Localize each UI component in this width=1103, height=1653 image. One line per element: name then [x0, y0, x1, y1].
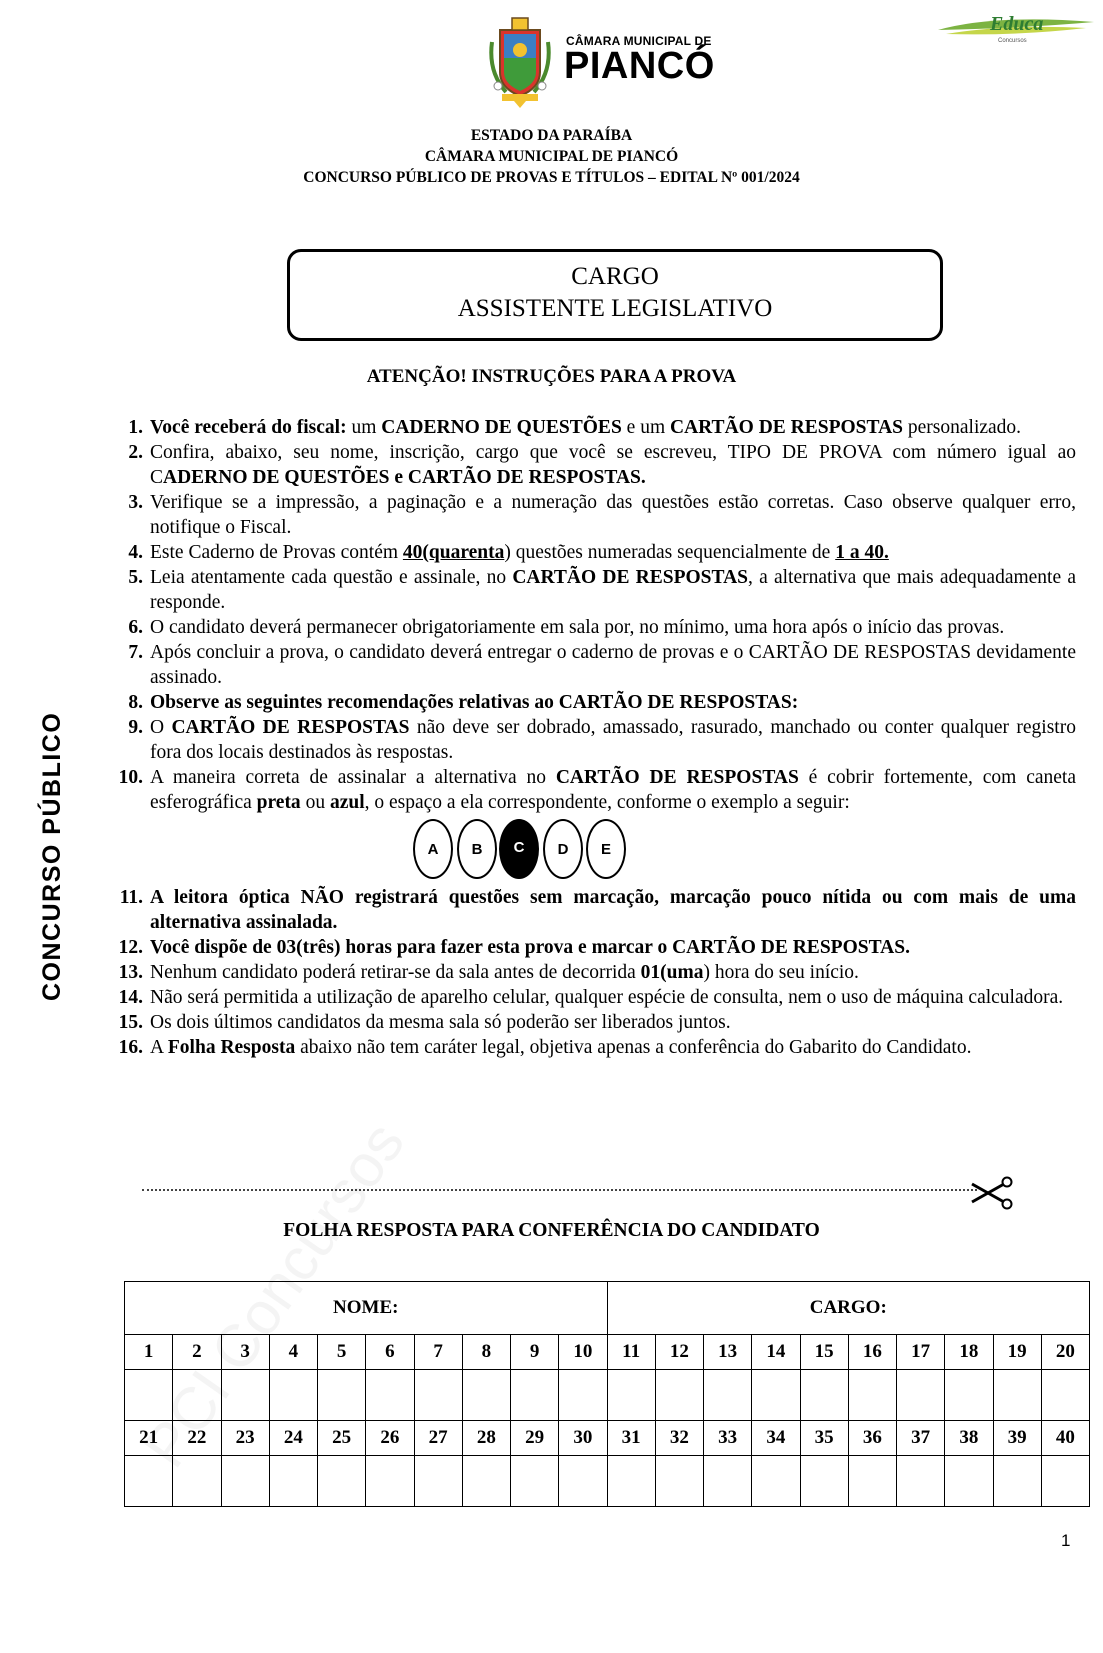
question-number-cell: 5 — [318, 1335, 366, 1370]
instruction-text — [150, 615, 1076, 640]
question-number-cell: 33 — [704, 1421, 752, 1456]
instruction-number: 1. — [128, 417, 143, 438]
page-number: 1 — [1061, 1531, 1071, 1550]
answer-cell[interactable] — [945, 1370, 993, 1421]
instruction-text — [150, 1010, 1076, 1035]
instruction-text — [150, 1035, 1076, 1060]
instruction-number: 14. — [118, 987, 143, 1008]
instruction-item — [100, 885, 1076, 935]
answer-cell[interactable] — [318, 1456, 366, 1507]
instruction-item — [100, 565, 1076, 615]
question-number-cell: 30 — [559, 1421, 607, 1456]
instruction-text-part: Após concluir a prova, o candidato deverá entregar o caderno de provas e o CARTÃO DE RESPOSTAS devidamente assinado. — [150, 642, 1076, 688]
instruction-text-part: O candidato deverá permanecer obrigatoriamente em sala por, no mínimo, uma hora após o início das provas. — [150, 617, 1005, 638]
answer-cell[interactable] — [993, 1370, 1041, 1421]
question-number-cell: 23 — [221, 1421, 269, 1456]
question-number-cell: 13 — [704, 1335, 752, 1370]
cut-line — [142, 1189, 977, 1191]
question-number-cell: 10 — [559, 1335, 607, 1370]
instruction-text-part: personalizado. — [903, 417, 1022, 438]
bubble-example — [100, 815, 1076, 885]
answer-cell[interactable] — [607, 1370, 655, 1421]
instruction-text-part: Observe as seguintes recomendações relativas ao CARTÃO DE RESPOSTAS: — [150, 692, 799, 713]
instruction-text-part: é cobrir fortemente, com caneta esferográfica — [150, 767, 1076, 813]
answer-cell[interactable] — [1041, 1456, 1089, 1507]
question-number-cell: 14 — [752, 1335, 800, 1370]
instruction-text-part: A maneira correta de assinalar a alternativa no — [150, 767, 556, 788]
question-number-cell: 27 — [414, 1421, 462, 1456]
instruction-text-part: Os dois últimos candidatos da mesma sala só poderão ser liberados juntos. — [150, 1012, 731, 1033]
instruction-item — [100, 540, 1076, 565]
answer-cell[interactable] — [318, 1370, 366, 1421]
instruction-text-part: CARTÃO DE RESPOSTAS — [512, 567, 749, 588]
instruction-text-part: e um — [621, 417, 670, 438]
instruction-item — [100, 615, 1076, 640]
instruction-text-part: A — [150, 1037, 168, 1058]
instruction-text-part: A leitora óptica NÃO registrará questões sem marcação, marcação pouco nítida ou com mais de uma alternativa assinalada. — [150, 887, 1076, 933]
instruction-number: 4. — [128, 542, 143, 563]
answer-cell[interactable] — [366, 1456, 414, 1507]
instruction-number: 5. — [128, 567, 143, 588]
question-number-cell: 12 — [655, 1335, 703, 1370]
instruction-text — [150, 440, 1076, 490]
header-state: ESTADO DA PARAÍBA — [470, 127, 633, 144]
answer-cell[interactable] — [848, 1370, 896, 1421]
instruction-text — [150, 540, 1076, 565]
answer-cell[interactable] — [511, 1370, 559, 1421]
answer-row-1 — [125, 1370, 1090, 1421]
instruction-text-part: 01(uma — [640, 962, 704, 983]
bubble-b: B — [457, 819, 497, 879]
instruction-text-part: ) questões numeradas sequencialmente de — [504, 542, 836, 563]
instruction-text-part: 1 a 40. — [835, 542, 889, 563]
cargo-label: CARGO — [571, 263, 659, 290]
instruction-number: 16. — [118, 1037, 143, 1058]
instruction-text-part: CARTÃO DE RESPOSTAS — [555, 767, 799, 788]
instruction-text-part: preta — [256, 792, 301, 813]
instruction-text — [150, 960, 1076, 985]
instruction-item — [100, 935, 1076, 960]
answer-cell[interactable] — [752, 1370, 800, 1421]
question-number-cell: 39 — [993, 1421, 1041, 1456]
answer-cell[interactable] — [897, 1456, 945, 1507]
instruction-number: 15. — [118, 1012, 143, 1033]
instruction-text-part: Você receberá do fiscal: — [150, 417, 347, 438]
answer-row-2 — [125, 1456, 1090, 1507]
instruction-number: 7. — [128, 642, 143, 663]
question-number-cell: 35 — [800, 1421, 848, 1456]
question-number-cell: 1 — [125, 1335, 173, 1370]
cargo-field-label: CARGO: — [607, 1282, 1090, 1335]
instruction-text-part: CARTÃO DE RESPOSTAS — [670, 417, 904, 438]
answer-cell[interactable] — [704, 1370, 752, 1421]
instruction-text-part: Não será permitida a utilização de aparelho celular, qualquer espécie de consulta, nem o uso de máquina calculadora. — [150, 987, 1064, 1008]
question-number-cell: 19 — [993, 1335, 1041, 1370]
bubble-d: D — [543, 819, 583, 879]
question-number-cell: 26 — [366, 1421, 414, 1456]
instruction-text — [150, 690, 1076, 715]
answer-cell[interactable] — [945, 1456, 993, 1507]
logo-main-text: PIANCÓ — [564, 45, 715, 87]
instruction-text-part: não deve ser dobrado, amassado, rasurado, manchado ou conter qualquer registro fora dos locais destinados às respostas. — [150, 717, 1076, 763]
instruction-text — [150, 885, 1076, 935]
instruction-text-part: Verifique se a impressão, a paginação e a numeração das questões estão corretas. Caso observe qualquer erro, notifique o Fiscal. — [150, 492, 1076, 538]
answer-cell[interactable] — [800, 1370, 848, 1421]
question-number-cell: 38 — [945, 1421, 993, 1456]
instruction-text — [150, 565, 1076, 615]
instruction-item — [100, 640, 1076, 690]
answer-cell[interactable] — [269, 1370, 317, 1421]
answer-cell[interactable] — [414, 1370, 462, 1421]
instruction-text-part: CADERNO DE QUESTÕES — [381, 417, 622, 438]
instructions-list — [100, 415, 1076, 1060]
question-number-cell: 21 — [125, 1421, 173, 1456]
instruction-number: 9. — [128, 717, 143, 738]
question-number-cell: 40 — [1041, 1421, 1089, 1456]
crest-icon — [486, 12, 554, 108]
answer-cell[interactable] — [366, 1370, 414, 1421]
question-number-cell: 31 — [607, 1421, 655, 1456]
question-number-cell: 6 — [366, 1335, 414, 1370]
question-number-cell: 11 — [607, 1335, 655, 1370]
instruction-item — [100, 1010, 1076, 1035]
question-number-cell: 15 — [800, 1335, 848, 1370]
instruction-text-part: Leia atentamente cada questão e assinale, no — [150, 567, 513, 588]
instruction-text — [150, 490, 1076, 540]
instruction-text — [150, 640, 1076, 690]
question-number-cell: 9 — [511, 1335, 559, 1370]
instruction-text-part: Você dispõe de 03(três) horas para fazer esta prova e marcar o CARTÃO DE RESPOSTAS. — [150, 937, 910, 958]
instruction-item — [100, 1035, 1076, 1060]
educa-logo-subtext: Concursos — [998, 38, 1027, 44]
instruction-number: 2. — [128, 442, 143, 463]
answer-cell[interactable] — [897, 1370, 945, 1421]
instruction-text-part: Este Caderno de Provas contém — [150, 542, 403, 563]
question-number-cell: 29 — [511, 1421, 559, 1456]
instruction-text — [150, 715, 1076, 765]
instruction-number: 11. — [119, 887, 143, 908]
question-number-cell: 36 — [848, 1421, 896, 1456]
question-number-cell: 24 — [269, 1421, 317, 1456]
answer-cell[interactable] — [655, 1370, 703, 1421]
answer-cell[interactable] — [414, 1456, 462, 1507]
instruction-item — [100, 765, 1076, 815]
question-number-cell: 3 — [221, 1335, 269, 1370]
answer-cell[interactable] — [559, 1370, 607, 1421]
cargo-title: ASSISTENTE LEGISLATIVO — [457, 295, 773, 322]
answer-cell[interactable] — [511, 1456, 559, 1507]
question-number-cell: 34 — [752, 1421, 800, 1456]
instruction-number: 6. — [128, 617, 143, 638]
instruction-text — [150, 765, 1076, 815]
bubble-e: E — [586, 819, 626, 879]
answer-cell[interactable] — [993, 1456, 1041, 1507]
question-number-cell: 2 — [173, 1335, 221, 1370]
instruction-text-part: abaixo não tem caráter legal, objetiva apenas a conferência do Gabarito do Candidato. — [295, 1037, 972, 1058]
instruction-text-part: ou — [300, 792, 330, 813]
instruction-text-part: 40(quarenta — [402, 542, 505, 563]
question-number-cell: 20 — [1041, 1335, 1089, 1370]
instruction-text — [150, 415, 1076, 440]
bubble-c: C — [499, 819, 539, 879]
question-number-cell: 7 — [414, 1335, 462, 1370]
instruction-item — [100, 985, 1076, 1010]
instruction-text — [150, 985, 1076, 1010]
instruction-text-part: ADERNO DE QUESTÕES e CARTÃO DE RESPOSTAS. — [163, 467, 646, 488]
logo-top-line: CÂMARA MUNICIPAL DE — [566, 34, 712, 48]
instruction-item — [100, 715, 1076, 765]
educa-logo-text: Educa — [990, 13, 1044, 35]
instruction-item — [100, 690, 1076, 715]
answer-sheet-title: FOLHA RESPOSTA PARA CONFERÊNCIA DO CANDIDATO — [283, 1220, 820, 1241]
cargo-box — [287, 249, 943, 341]
answer-cell[interactable] — [704, 1456, 752, 1507]
question-numbers-row-2 — [125, 1421, 1090, 1456]
question-number-cell: 16 — [848, 1335, 896, 1370]
question-number-cell: 25 — [318, 1421, 366, 1456]
instruction-text-part: ) hora do seu início. — [703, 962, 859, 983]
instruction-text-part: , o espaço a ela correspondente, conforme o exemplo a seguir: — [364, 792, 850, 813]
instruction-number: 8. — [128, 692, 143, 713]
question-number-cell: 8 — [462, 1335, 510, 1370]
answer-cell[interactable] — [655, 1456, 703, 1507]
answer-cell[interactable] — [269, 1456, 317, 1507]
answer-cell[interactable] — [752, 1456, 800, 1507]
question-number-cell: 18 — [945, 1335, 993, 1370]
instruction-number: 12. — [118, 937, 143, 958]
instruction-text-part: , a alternativa que mais adequadamente a responde. — [150, 567, 1076, 613]
name-field-label: NOME: — [125, 1282, 608, 1335]
instruction-item — [100, 960, 1076, 985]
answer-cell[interactable] — [1041, 1370, 1089, 1421]
instruction-text-part: azul — [329, 792, 365, 813]
bubble-a: A — [413, 819, 453, 879]
question-number-cell: 4 — [269, 1335, 317, 1370]
answer-cell[interactable] — [800, 1456, 848, 1507]
educa-logo-icon — [936, 8, 1096, 50]
instruction-text-part: Nenhum candidato poderá retirar-se da sala antes de decorrida — [150, 962, 641, 983]
answer-cell[interactable] — [221, 1456, 269, 1507]
answer-cell[interactable] — [462, 1370, 510, 1421]
instruction-text-part: um — [346, 417, 382, 438]
answer-cell[interactable] — [607, 1456, 655, 1507]
scissors-icon — [970, 1176, 1014, 1210]
instruction-number: 3. — [128, 492, 143, 513]
instruction-text-part: CARTÃO DE RESPOSTAS — [171, 717, 410, 738]
instruction-item — [100, 440, 1076, 490]
instruction-text-part: O — [150, 717, 172, 738]
answer-cell[interactable] — [559, 1456, 607, 1507]
header-chamber: CÂMARA MUNICIPAL DE PIANCÓ — [424, 148, 679, 165]
side-label: CONCURSO PÚBLICO — [38, 711, 66, 1001]
answer-cell[interactable] — [848, 1456, 896, 1507]
question-number-cell: 28 — [462, 1421, 510, 1456]
question-number-cell: 22 — [173, 1421, 221, 1456]
question-number-cell: 37 — [897, 1421, 945, 1456]
instruction-number: 10. — [118, 767, 143, 788]
instruction-number: 13. — [118, 962, 143, 983]
instruction-item — [100, 490, 1076, 540]
header-contest: CONCURSO PÚBLICO DE PROVAS E TÍTULOS – EDITAL Nº 001/2024 — [303, 169, 800, 186]
camara-logo — [486, 12, 716, 108]
instruction-text — [150, 935, 1076, 960]
instruction-text-part: Folha Resposta — [167, 1037, 296, 1058]
attention-heading: ATENÇÃO! INSTRUÇÕES PARA A PROVA — [366, 366, 737, 387]
instruction-item — [100, 415, 1076, 440]
answer-cell[interactable] — [462, 1456, 510, 1507]
question-number-cell: 17 — [897, 1335, 945, 1370]
question-number-cell: 32 — [655, 1421, 703, 1456]
instruction-text-part: Confira, abaixo, seu nome, inscrição, cargo que você se escreveu, TIPO DE PROVA com número igual ao C — [150, 442, 1076, 488]
